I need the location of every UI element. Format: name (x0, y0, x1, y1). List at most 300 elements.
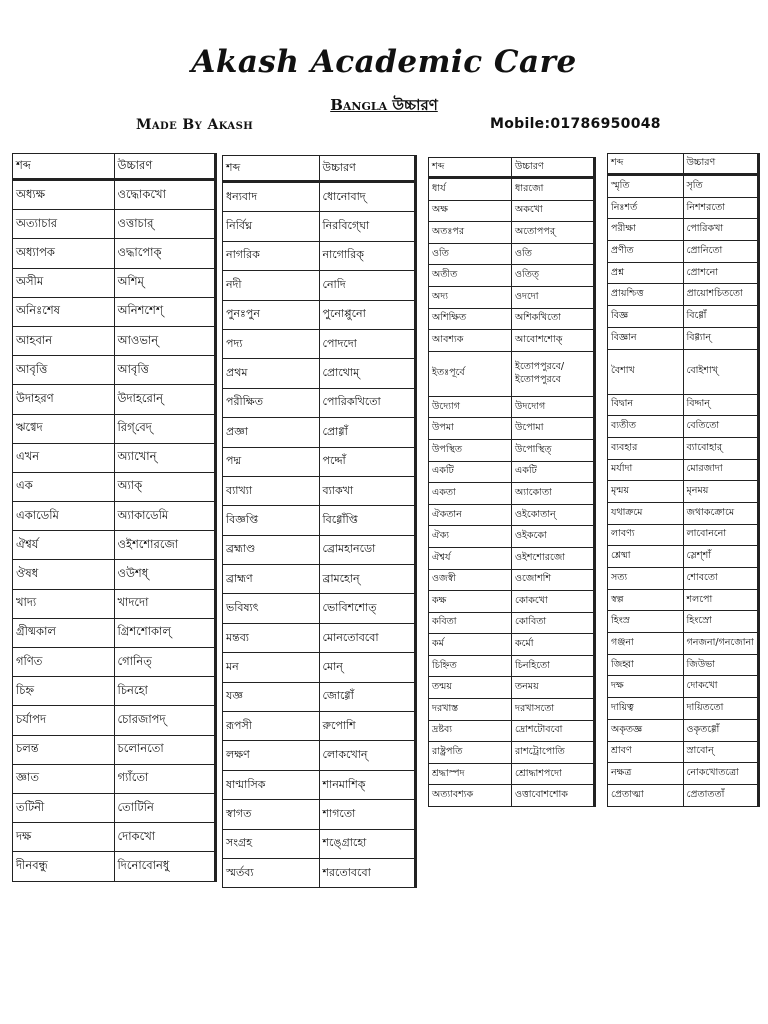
word-cell: মর্যাদা (608, 459, 684, 481)
table-row (13, 793, 216, 822)
pronunciation-cell: অ্যাকাডেমি (114, 502, 216, 531)
word-cell: ঐশ্বর্য (429, 547, 512, 569)
table-row (223, 447, 416, 476)
table-row (223, 506, 416, 535)
word-cell: শ্রাবণ (608, 741, 684, 763)
table-row (223, 359, 416, 388)
table-row (223, 212, 416, 241)
table-row (223, 770, 416, 799)
pronunciation-cell: খাদদো (114, 589, 216, 618)
word-cell: ঔষধ (13, 560, 115, 589)
pronunciation-cell: গনজনা/গনজোনা (683, 633, 759, 655)
pronunciation-cell: সৃতি (683, 175, 759, 198)
table-row (13, 268, 216, 297)
table-header-row (13, 154, 216, 180)
table-row (223, 182, 416, 212)
word-table-4 (607, 153, 760, 807)
word-cell: হিংস্র (608, 611, 684, 633)
pronunciation-cell: পোরিকখিতো (319, 388, 416, 417)
pronunciation-cell: শোবতো (683, 568, 759, 590)
table-row (429, 330, 595, 352)
table-row (429, 785, 595, 807)
table-row (429, 265, 595, 287)
pronunciation-cell: কর্মো (512, 634, 595, 656)
word-cell: গ্রীষ্মকাল (13, 618, 115, 647)
pronunciation-cell: নাগোরিক্ (319, 241, 416, 270)
word-cell: স্মর্তব্য (223, 858, 320, 887)
pronunciation-cell: দায়িততো (683, 698, 759, 720)
table-row (608, 175, 759, 198)
word-cell: পরীক্ষিত (223, 388, 320, 417)
word-cell: যথাক্রমে (608, 502, 684, 524)
table-row (608, 327, 759, 349)
header-pronunciation: উচ্চারণ (683, 154, 759, 175)
word-cell: চিহ্নিত (429, 655, 512, 677)
pronunciation-cell: নোকখোতত্রো (683, 763, 759, 785)
word-table-3 (428, 157, 596, 807)
word-cell: ব্যবহার (608, 437, 684, 459)
word-cell: বৈশাখ (608, 349, 684, 394)
pronunciation-cell: প্রোশনো (683, 262, 759, 284)
word-cell: ব্রাহ্মণ (223, 565, 320, 594)
word-cell: ষাণ্মাসিক (223, 770, 320, 799)
table-row (13, 648, 216, 677)
table-row (429, 286, 595, 308)
word-cell: দরখাস্ত (429, 699, 512, 721)
word-cell: অদ্য (429, 286, 512, 308)
table-row (608, 546, 759, 568)
table-row (608, 698, 759, 720)
table-row (13, 180, 216, 210)
pronunciation-cell: রিগ্‌বেদ্ (114, 414, 216, 443)
word-cell: নাগরিক (223, 241, 320, 270)
pronunciation-cell: উদাহরোন্ (114, 385, 216, 414)
table-row (429, 178, 595, 201)
header-pronunciation: উচ্চারণ (512, 158, 595, 178)
word-cell: সংগ্রহ (223, 829, 320, 858)
word-cell: তন্ময় (429, 677, 512, 699)
table-row (429, 720, 595, 742)
word-cell: একতা (429, 483, 512, 505)
table-row (13, 502, 216, 531)
table-row (13, 735, 216, 764)
pronunciation-cell: ওদ্ধাপোক্ (114, 239, 216, 268)
word-cell: দীনবন্ধু (13, 852, 115, 881)
table-row (223, 858, 416, 887)
table-row (223, 300, 416, 329)
table-row (13, 443, 216, 472)
pronunciation-cell: কোবিতা (512, 612, 595, 634)
pronunciation-cell: বোইশাখ্ (683, 349, 759, 394)
table-row (608, 437, 759, 459)
word-cell: আহবান (13, 326, 115, 355)
table-row (13, 326, 216, 355)
page-title: Akash Academic Care (191, 44, 577, 80)
table-row (13, 618, 216, 647)
table-row (223, 535, 416, 564)
table-row (608, 676, 759, 698)
pronunciation-cell: পোদদো (319, 329, 416, 358)
pronunciation-cell: পোরিকখা (683, 219, 759, 241)
pronunciation-cell: দোকখো (683, 676, 759, 698)
word-cell: দক্ষ (608, 676, 684, 698)
word-cell: নক্ষত্র (608, 763, 684, 785)
table-row (608, 741, 759, 763)
pronunciation-cell: আবোশশোক্ (512, 330, 595, 352)
header-word: শব্দ (429, 158, 512, 178)
word-cell: প্রশ্ন (608, 262, 684, 284)
table-row (608, 197, 759, 219)
word-cell: উপমা (429, 418, 512, 440)
header-word: শব্দ (13, 154, 115, 180)
table-row (429, 677, 595, 699)
word-cell: উদ্যোগ (429, 396, 512, 418)
table-row (608, 589, 759, 611)
word-cell: লক্ষণ (223, 741, 320, 770)
pronunciation-cell: ওত্তাবোশশোক (512, 785, 595, 807)
table-row (608, 219, 759, 241)
table-row (13, 823, 216, 852)
word-cell: বিজ্ঞান (608, 327, 684, 349)
word-cell: রূপসী (223, 712, 320, 741)
table-row (429, 612, 595, 634)
word-cell: রাষ্ট্রপতি (429, 742, 512, 764)
header-pronunciation: উচ্চারণ (319, 156, 416, 182)
word-cell: অশিক্ষিত (429, 308, 512, 330)
word-cell: অতীত (429, 265, 512, 287)
pronunciation-cell: ভোবিশশোত্ (319, 594, 416, 623)
table-row (13, 560, 216, 589)
table-row (429, 742, 595, 764)
word-cell: ইতঃপূর্বে (429, 351, 512, 396)
pronunciation-cell: চিনহিতো (512, 655, 595, 677)
word-cell: এখন (13, 443, 115, 472)
word-table-1 (12, 153, 217, 882)
pronunciation-cell: জথাকক্রোমে (683, 502, 759, 524)
pronunciation-cell: অশিকখিতো (512, 308, 595, 330)
pronunciation-cell: জোগ্গোঁ (319, 682, 416, 711)
pronunciation-cell: প্রোনিতো (683, 241, 759, 263)
table-row (13, 210, 216, 239)
pronunciation-cell: গ্যাঁতো (114, 764, 216, 793)
word-cell: শ্রদ্ধাস্পদ (429, 763, 512, 785)
word-cell: তটিনী (13, 793, 115, 822)
word-cell: ধার্য (429, 178, 512, 201)
table-row (608, 262, 759, 284)
pronunciation-cell: অতোপপর্ (512, 222, 595, 244)
word-cell: স্বাগত (223, 800, 320, 829)
table-row (429, 418, 595, 440)
table-row (608, 719, 759, 741)
table-row (608, 306, 759, 328)
pronunciation-cell: তনময় (512, 677, 595, 699)
word-cell: কর্ম (429, 634, 512, 656)
table-row (223, 329, 416, 358)
word-cell: মৃন্ময় (608, 481, 684, 503)
table-row (429, 461, 595, 483)
pronunciation-cell: শ্রোদ্ধাশপদো (512, 763, 595, 785)
word-cell: পদ্য (223, 329, 320, 358)
table-row (13, 677, 216, 706)
word-cell: ঐকতান (429, 504, 512, 526)
pronunciation-cell: দ্রোশটোববো (512, 720, 595, 742)
word-cell: ঐশ্বর্য (13, 531, 115, 560)
table-row (13, 472, 216, 501)
pronunciation-cell: শরতোববো (319, 858, 416, 887)
table-row (429, 351, 595, 396)
table-row (608, 524, 759, 546)
pronunciation-cell: বেতিতো (683, 416, 759, 438)
word-cell: স্বল্প (608, 589, 684, 611)
pronunciation-cell: একটি (512, 461, 595, 483)
word-cell: আবৃত্তি (13, 356, 115, 385)
table-row (608, 784, 759, 806)
pronunciation-cell: গোনিত্ (114, 648, 216, 677)
pronunciation-cell: ওতিত্ (512, 265, 595, 287)
pronunciation-cell: ওদ্ধোকখো (114, 180, 216, 210)
table-row (429, 396, 595, 418)
word-cell: ওতি (429, 243, 512, 265)
word-cell: অতঃপর (429, 222, 512, 244)
word-cell: প্রণীত (608, 241, 684, 263)
pronunciation-cell: চলোনতো (114, 735, 216, 764)
table-row (429, 526, 595, 548)
word-cell: ব্রহ্মাণ্ড (223, 535, 320, 564)
word-cell: ভবিষ্যৎ (223, 594, 320, 623)
pronunciation-cell: অনিশশেশ্ (114, 297, 216, 326)
author-credit: Made By Akash (136, 117, 254, 133)
word-cell: গণিত (13, 648, 115, 677)
table-row (223, 388, 416, 417)
pronunciation-cell: পুনোপ্পুনো (319, 300, 416, 329)
pronunciation-cell: বিদ্দান্ (683, 394, 759, 416)
pronunciation-cell: রুপোশি (319, 712, 416, 741)
pronunciation-cell: লাবোননো (683, 524, 759, 546)
table-row (429, 222, 595, 244)
pronunciation-cell: দরখাসতো (512, 699, 595, 721)
word-cell: দক্ষ (13, 823, 115, 852)
pronunciation-cell: আওভান্ (114, 326, 216, 355)
word-cell: অনিঃশেষ (13, 297, 115, 326)
pronunciation-cell: ওইশশোরজো (512, 547, 595, 569)
word-cell: লাবণ্য (608, 524, 684, 546)
pronunciation-cell: মৃনময় (683, 481, 759, 503)
table-header-row (608, 154, 759, 175)
pronunciation-cell: বিগ্গ্যান্ (683, 327, 759, 349)
word-cell: মন্তব্য (223, 623, 320, 652)
table-row (13, 414, 216, 443)
table-row (429, 243, 595, 265)
pronunciation-cell: জিউভা (683, 654, 759, 676)
word-cell: দ্রষ্টব্য (429, 720, 512, 742)
word-cell: খাদ্য (13, 589, 115, 618)
table-row (223, 800, 416, 829)
table-row (13, 852, 216, 881)
word-cell: ঋগ্বেদ (13, 414, 115, 443)
word-cell: অসীম (13, 268, 115, 297)
pronunciation-cell: বিগ্গোঁপ্তি (319, 506, 416, 535)
table-row (429, 483, 595, 505)
pronunciation-cell: নিরবিগ্ঘো (319, 212, 416, 241)
word-cell: উদাহরণ (13, 385, 115, 414)
table-row (223, 271, 416, 300)
table-row (223, 741, 416, 770)
table-header-row (429, 158, 595, 178)
word-cell: বিদ্বান (608, 394, 684, 416)
word-cell: অধ্যাপক (13, 239, 115, 268)
word-cell: যজ্ঞ (223, 682, 320, 711)
pronunciation-cell: ওকৃতগ্গোঁ (683, 719, 759, 741)
word-cell: নদী (223, 271, 320, 300)
table-row (223, 712, 416, 741)
word-cell: দায়িত্ব (608, 698, 684, 720)
table-row (608, 349, 759, 394)
pronunciation-cell: মোরজাদা (683, 459, 759, 481)
word-cell: বিজ্ঞপ্তি (223, 506, 320, 535)
pronunciation-cell: শানমাশিক্ (319, 770, 416, 799)
pronunciation-cell: প্রায়োশচিততো (683, 284, 759, 306)
word-cell: কবিতা (429, 612, 512, 634)
header-word: শব্দ (608, 154, 684, 175)
pronunciation-cell: উদদোগ (512, 396, 595, 418)
word-cell: শ্লেষ্মা (608, 546, 684, 568)
word-cell: ধন্যবাদ (223, 182, 320, 212)
pronunciation-cell: ওউশধ্ (114, 560, 216, 589)
pronunciation-cell: শাগতো (319, 800, 416, 829)
pronunciation-cell: রাশট্রোপোতি (512, 742, 595, 764)
table-row (223, 682, 416, 711)
pronunciation-cell: দিনোবোনধু (114, 852, 216, 881)
word-table-2 (222, 155, 417, 888)
pronunciation-cell: আবৃত্তি (114, 356, 216, 385)
page-subtitle: Bangla উচ্চারণ (330, 96, 438, 114)
table-row (223, 418, 416, 447)
table-row (223, 653, 416, 682)
pronunciation-cell: কোকখো (512, 591, 595, 613)
word-cell: পরীক্ষা (608, 219, 684, 241)
pronunciation-cell: ওতি (512, 243, 595, 265)
pronunciation-cell: ব্যাবোহার্ (683, 437, 759, 459)
pronunciation-cell: মোনতোববো (319, 623, 416, 652)
word-cell: এক (13, 472, 115, 501)
table-row (13, 764, 216, 793)
pronunciation-cell: উপোস্থিত্ (512, 439, 595, 461)
pronunciation-cell: হিংস্রো (683, 611, 759, 633)
table-row (13, 531, 216, 560)
word-cell: মন (223, 653, 320, 682)
pronunciation-cell: ব্রামহোন্ (319, 565, 416, 594)
table-row (429, 569, 595, 591)
pronunciation-cell: শলপো (683, 589, 759, 611)
pronunciation-cell: ওদদো (512, 286, 595, 308)
table-row (608, 654, 759, 676)
pronunciation-cell: ধারজো (512, 178, 595, 201)
table-row (13, 706, 216, 735)
pronunciation-cell: ওত্তাচার্ (114, 210, 216, 239)
table-row (608, 611, 759, 633)
word-cell: বিজ্ঞ (608, 306, 684, 328)
word-cell: পুনঃপুন (223, 300, 320, 329)
table-row (429, 763, 595, 785)
pronunciation-cell: গ্রিশশোকাল্ (114, 618, 216, 647)
table-row (223, 829, 416, 858)
word-cell: জ্ঞাত (13, 764, 115, 793)
word-cell: একাডেমি (13, 502, 115, 531)
table-row (429, 504, 595, 526)
table-header-row (223, 156, 416, 182)
table-row (429, 591, 595, 613)
pronunciation-cell: ব্যাকখা (319, 476, 416, 505)
pronunciation-cell: দোকখো (114, 823, 216, 852)
table-row (608, 241, 759, 263)
table-row (13, 385, 216, 414)
pronunciation-cell: ব্রোমহানডো (319, 535, 416, 564)
pronunciation-cell: নোদি (319, 271, 416, 300)
pronunciation-cell: স্রাবোন্ (683, 741, 759, 763)
table-row (608, 416, 759, 438)
word-cell: অকৃতজ্ঞ (608, 719, 684, 741)
word-cell: কক্ষ (429, 591, 512, 613)
table-row (13, 239, 216, 268)
table-row (608, 481, 759, 503)
pronunciation-cell: ওইককো (512, 526, 595, 548)
word-cell: ঐক্য (429, 526, 512, 548)
table-row (608, 284, 759, 306)
pronunciation-cell: লোকখোন্ (319, 741, 416, 770)
table-row (429, 308, 595, 330)
pronunciation-cell: চোরজাপদ্ (114, 706, 216, 735)
table-row (13, 589, 216, 618)
table-row (223, 476, 416, 505)
pronunciation-cell: চিনহো (114, 677, 216, 706)
table-row (13, 297, 216, 326)
pronunciation-cell: অ্যাখোন্ (114, 443, 216, 472)
table-row (429, 200, 595, 222)
table-row (429, 547, 595, 569)
word-cell: প্রজ্ঞা (223, 418, 320, 447)
word-cell: জিহ্বা (608, 654, 684, 676)
word-cell: অত্যাচার (13, 210, 115, 239)
word-cell: আবশ্যক (429, 330, 512, 352)
word-cell: ব্যতীত (608, 416, 684, 438)
header-pronunciation: উচ্চারণ (114, 154, 216, 180)
word-cell: প্রেতাত্মা (608, 784, 684, 806)
mobile-number: Mobile:01786950048 (490, 116, 661, 132)
pronunciation-cell: ওজোশশি (512, 569, 595, 591)
word-cell: সত্য (608, 568, 684, 590)
pronunciation-cell: প্রেতাততাঁ (683, 784, 759, 806)
pronunciation-cell: ওইকোতান্ (512, 504, 595, 526)
table-row (223, 565, 416, 594)
word-cell: গঞ্জনা (608, 633, 684, 655)
pronunciation-cell: নিশশরতো (683, 197, 759, 219)
table-row (223, 623, 416, 652)
word-cell: একটি (429, 461, 512, 483)
pronunciation-cell: অশিম্ (114, 268, 216, 297)
table-row (429, 655, 595, 677)
table-row (608, 394, 759, 416)
table-row (608, 633, 759, 655)
header-word: শব্দ (223, 156, 320, 182)
pronunciation-cell: প্রোগ্গাঁ (319, 418, 416, 447)
word-cell: ব্যাখ্যা (223, 476, 320, 505)
pronunciation-cell: পদ্দোঁ (319, 447, 416, 476)
pronunciation-cell: মোন্ (319, 653, 416, 682)
table-row (608, 502, 759, 524)
word-cell: প্রায়শ্চিত্ত (608, 284, 684, 306)
table-row (223, 241, 416, 270)
word-cell: পদ্ম (223, 447, 320, 476)
